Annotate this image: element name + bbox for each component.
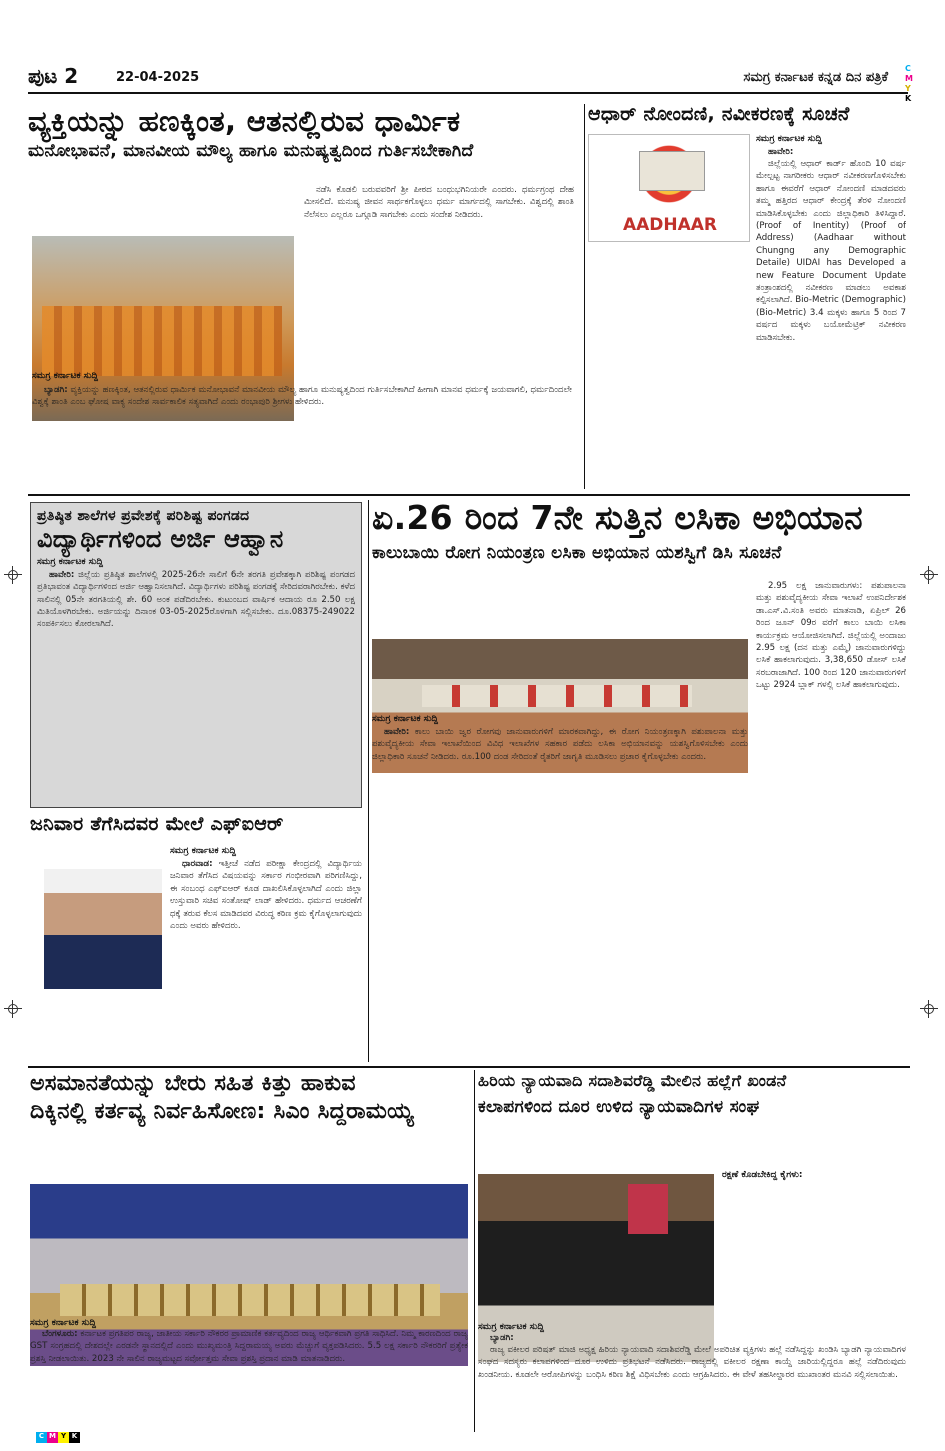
story5-body-right <box>756 580 906 1056</box>
cmyk-y: Y <box>905 84 911 93</box>
story1-byline: ಸಮಗ್ರ ಕರ್ನಾಟಕ ಸುದ್ದಿ <box>32 371 98 381</box>
story2-body-text: ಜಿಲ್ಲೆಯಲ್ಲಿ ಆಧಾರ್ ಕಾರ್ಡ್ ಹೊಂದಿ 10 ವರ್ಷ ಮೇಲ್ಪಟ್ಟ ನಾಗರೀಕರು ಆಧಾರ್ ನವೀಕರಣಗೊಳಿಸಬೇಕು ಹಾಗೂ ಈವರೆಗೆ ಆಧಾರ್ ನೋಂದಣಿ ಮಾಡದವರು ತಮ್ಮ ಹತ್ತಿರದ ಆಧಾರ್ ಕೇಂದ್ರಕ್ಕೆ ತೆರಳಿ ನೋಂದಣಿ ಮಾಡಿಸಿಕೊಳ್ಳಬೇಕು ಎಂದು ಜಿಲ್ಲಾಧಿಕಾರಿ ತಿಳಿಸಿದ್ದಾರೆ. (Proof of Inentity) (Proof of Address) (Aadhaar without Chungng any Demographic Detaile) UIDAI has Developed a new Feature Document Update ತಂತ್ರಾಂಶದಲ್ಲಿ ನವೀಕರಣ ಮಾಡಲು ಅವಕಾಶ ಕಲ್ಪಿಸಲಾಗಿದೆ. Bio-Metric (Demographic) (Bio-Metric) 3.4 ಮಕ್ಕಳು ಹಾಗೂ 5 ರಿಂದ 7 ವರ್ಷದ ಮಕ್ಕಳು ಬಯೋಮೆಟ್ರಿಕ್ ನವೀಕರಣ ಮಾಡಿಸಬೇಕು. <box>756 159 906 343</box>
story2-byline: ಸಮಗ್ರ ಕರ್ನಾಟಕ ಸುದ್ದಿ <box>756 134 822 144</box>
story4-body <box>30 858 362 1058</box>
story6-body <box>30 1328 468 1428</box>
story3-byline: ಸಮಗ್ರ ಕರ್ನಾಟಕ ಸುದ್ದಿ <box>37 556 103 567</box>
registration-mark-icon <box>920 566 938 584</box>
cmyk-m: M <box>47 1432 58 1443</box>
registration-mark-icon <box>4 1000 22 1018</box>
story1-body-right <box>304 184 574 380</box>
story7-headline1: ಹಿರಿಯ ನ್ಯಾಯವಾದಿ ಸದಾಶಿವರೆಡ್ಡಿ ಮೇಲಿನ ಹಲ್ಲೆಗೆ ಖಂಡನೆ <box>478 1071 787 1090</box>
cmyk-m: M <box>905 74 913 83</box>
story4-byline: ಸಮಗ್ರ ಕರ್ನಾಟಕ ಸುದ್ದಿ <box>170 846 236 856</box>
story6-body-text: ಕರ್ನಾಟಕ ಪ್ರಗತಿಪರ ರಾಜ್ಯ, ಜಾತೀಯ ಸರ್ಕಾರಿ ನೌಕರರ ಪ್ರಾಮಾಣಿಕ ಕರ್ತವ್ಯದಿಂದ ರಾಜ್ಯ ಆರ್ಥಿಕವಾಗಿ ಪ್ರಗತಿ ಸಾಧಿಸಿದೆ. ನಿಮ್ಮ ಕಾರಣದಿಂದ ರಾಜ್ಯ GST ಸಂಗ್ರಹದಲ್ಲಿ ದೇಶದಲ್ಲೇ ಎರಡನೇ ಸ್ಥಾನದಲ್ಲಿದೆ ಎಂದು ಮುಖ್ಯಮಂತ್ರಿ ಸಿದ್ದರಾಮಯ್ಯ ಅವರು ಮೆಚ್ಚುಗೆ ವ್ಯಕ್ತಪಡಿಸಿದರು. 5.5 ಲಕ್ಷ ಸರ್ಕಾರಿ ನೌಕರರಿಗೆ ಪ್ರತ್ಯೇಕ ಪ್ರಶಸ್ತಿ ನೀಡಲಾಯಿತು. 2023 ನೇ ಸಾಲಿನ ರಾಜ್ಯಮಟ್ಟದ ಸರ್ವೋತ್ತಮ ಸೇವಾ ಪ್ರಶಸ್ತಿ ಪ್ರದಾನ ಮಾಡಿ ಮಾತನಾಡಿದರು. <box>30 1329 468 1364</box>
page-header <box>28 62 908 94</box>
cmyk-k: K <box>69 1432 80 1443</box>
paper-name: ಸಮಗ್ರ ಕರ್ನಾಟಕ ಕನ್ನಡ ದಿನ ಪತ್ರಿಕೆ <box>743 70 888 85</box>
cmyk-k: K <box>905 94 912 103</box>
story-cm-inequality <box>30 1072 470 1428</box>
aadhaar-logo-text: AADHAAR <box>622 215 718 235</box>
story5-headline: ಏ.26 ರಿಂದ 7ನೇ ಸುತ್ತಿನ ಲಸಿಕಾ ಅಭಿಯಾನ <box>372 498 863 537</box>
story7-body <box>478 1344 906 1428</box>
story1-dateline: ಬ್ಯಾಡಗಿ: <box>44 385 68 395</box>
story3-headline-large: ವಿದ್ಯಾರ್ಥಿಗಳಿಂದ ಅರ್ಜಿ ಆಹ್ವಾನ <box>37 525 284 554</box>
story3-headline-small: ಪ್ರತಿಷ್ಠಿತ ಶಾಲೆಗಳ ಪ್ರವೇಶಕ್ಕೆ ಪರಿಶಿಷ್ಟ ಪಂಗಡದ <box>37 508 250 524</box>
story6-byline: ಸಮಗ್ರ ಕರ್ನಾಟಕ ಸುದ್ದಿ <box>30 1318 96 1328</box>
story7-inline-subhead: ರಕ್ಷಣೆ ಕೊಡಬೇಕಿದ್ದ ಕೈಗಳು: <box>722 1170 803 1180</box>
story1-headline: ವ್ಯಕ್ತಿಯನ್ನು ಹಣಕ್ಕಿಂತ, ಆತನಲ್ಲಿರುವ ಧಾರ್ಮಿಕ <box>28 104 461 138</box>
story4-body-text: ಇತ್ತೀಚೆ ನಡೆದ ಪರೀಕ್ಷಾ ಕೇಂದ್ರದಲ್ಲಿ ವಿದ್ಯಾರ್ಥಿಯ ಜನಿವಾರ ತೆಗೆಸಿದ ವಿಷಯವನ್ನು ಸರ್ಕಾರ ಗಂಭೀರವಾಗಿ ಪರಿಗಣಿಸಿದ್ದು, ಈ ಸಂಬಂಧ ಎಫ್‌ಐಆರ್ ಕೂಡ ದಾಖಲಿಸಿಕೊಳ್ಳಲಾಗಿದೆ ಎಂದು ಜಿಲ್ಲಾ ಉಸ್ತುವಾರಿ ಸಚಿವ ಸಂತೋಷ್ ಲಾಡ್ ಹೇಳಿದರು. ಧರ್ಮದ ಆಚರಣೆಗೆ ಧಕ್ಕೆ ತರುವ ಕೆಲಸ ಮಾಡಿದವರ ವಿರುದ್ಧ ಕಠಿಣ ಕ್ರಮ ಕೈಗೊಳ್ಳಲಾಗುವುದು ಎಂದು ಅವರು ಹೇಳಿದರು. <box>170 859 362 932</box>
column-divider <box>584 104 585 489</box>
story4-headline: ಜನಿವಾರ ತೆಗೆಸಿದವರ ಮೇಲೆ ಎಫ್‌ಐಆರ್ <box>30 813 284 835</box>
story6-headline1: ಅಸಮಾನತೆಯನ್ನು ಬೇರು ಸಹಿತ ಕಿತ್ತು ಹಾಕುವ <box>30 1071 356 1096</box>
cmyk-strip-top <box>905 64 913 104</box>
story1-body-left <box>32 384 572 484</box>
story-lawyers-protest <box>478 1072 910 1428</box>
story1-body-left-text: ವ್ಯಕ್ತಿಯನ್ನು ಹಣಕ್ಕಿಂತ, ಆತನಲ್ಲಿರುವ ಧಾರ್ಮಿಕ ಮನೋಭಾವನೆ ಮಾನವೀಯ ಮೌಲ್ಯ ಹಾಗೂ ಮನುಷ್ಯತ್ವದಿಂದ ಗುರ್ತಿಸಬೇಕಾಗಿದೆ ಹೀಗಾಗಿ ಮಾನವ ಧರ್ಮಕ್ಕೆ ಜಯವಾಗಲಿ, ಧರ್ಮದಿಂದಲೇ ವಿಶ್ವಕ್ಕೆ ಶಾಂತಿ ಎಂಬ ಘೋಷ ವಾಕ್ಯ ಸಂದೇಶ ಸಾರ್ವಕಾಲಿಕ ಸತ್ಯವಾಗಿದೆ ಎಂದು ರಂಭಾಪುರಿ ಶ್ರೀಗಳು ಹೇಳಿದರು. <box>32 385 572 408</box>
section-divider <box>28 1066 910 1068</box>
story6-dateline: ಬೆಂಗಳೂರು: <box>42 1329 78 1339</box>
story2-body <box>588 158 906 488</box>
column-divider <box>368 500 369 1062</box>
story6-headline2: ದಿಕ್ಕಿನಲ್ಲಿ ಕರ್ತವ್ಯ ನಿರ್ವಹಿಸೋಣ: ಸಿಎಂ ಸಿದ್ದರಾಮಯ್ಯ <box>30 1099 414 1125</box>
story3-body <box>37 569 355 789</box>
registration-mark-icon <box>4 566 22 584</box>
story5-dateline: ಹಾವೇರಿ: <box>384 727 410 737</box>
award-frames-row <box>60 1284 440 1316</box>
story2-headline: ಆಧಾರ್ ನೋಂದಣಿ, ನವೀಕರಣಕ್ಕೆ ಸೂಚನೆ <box>588 103 850 125</box>
story5-body-right-text: 2.95 ಲಕ್ಷ ಜಾನುವಾರುಗಳು: ಪಶುಪಾಲನಾ ಮತ್ತು ಪಶುವೈದ್ಯಕೀಯ ಸೇವಾ ಇಲಾಖೆ ಉಪನಿರ್ದೇಶಕ ಡಾ.ಎಸ್.ವಿ.ಸಂತಿ ಅವರು ಮಾತನಾಡಿ, ಏಪ್ರಿಲ್ 26 ರಿಂದ ಜೂನ್ 09ರ ವರೆಗೆ ಕಾಲು ಬಾಯಿ ಲಸಿಕಾ ಕಾರ್ಯಕ್ರಮ ಆಯೋಜಿಸಲಾಗಿದೆ. ಜಿಲ್ಲೆಯಲ್ಲಿ ಅಂದಾಜು 2.95 ಲಕ್ಷ (ದನ ಮತ್ತು ಎಮ್ಮೆ) ಜಾನುವಾರುಗಳಿದ್ದು ಲಸಿಕೆ ಹಾಕಲಾಗುವುದು. 3,38,650 ಡೋಸ್ ಲಸಿಕೆ ಸರಬರಾಜಾಗಿದೆ. 100 ರಿಂದ 120 ಜಾನುವಾರುಗಳಿಗೆ ಒಟ್ಟು 2924 ಬ್ಲಾಕ್ ಗಳಲ್ಲಿ ಲಸಿಕೆ ಹಾಕಲಾಗುವುದು. <box>756 581 906 691</box>
story-religious-values <box>28 106 580 484</box>
cmyk-c: C <box>36 1432 47 1443</box>
story7-byline: ಸಮಗ್ರ ಕರ್ನಾಟಕ ಸುದ್ದಿ <box>478 1322 544 1332</box>
story5-body-left-text: ಕಾಲು ಬಾಯಿ ಜ್ವರ ರೋಗವು ಜಾನುವಾರುಗಳಿಗೆ ಮಾರಕವಾಗಿದ್ದು, ಈ ರೋಗ ನಿಯಂತ್ರಣಕ್ಕಾಗಿ ಪಶುಪಾಲನಾ ಮತ್ತು ಪಶುವೈದ್ಯಕೀಯ ಸೇವಾ ಇಲಾಖೆಯಿಂದ ವಿವಿಧ ಇಲಾಖೆಗಳ ಸಹಕಾರ ಪಡೆದು ಲಸಿಕಾ ಅಭಿಯಾನವನ್ನು ಯಶಸ್ವಿಗೊಳಿಸಬೇಕು ಎಂದು ಜಿಲ್ಲಾಧಿಕಾರಿ ಸೂಚನೆ ನೀಡಿದರು. ರೂ.100 ದಂಡ ಸೇರಿದಂತೆ ರೈತರಿಗೆ ಜಾಗೃತಿ ಮೂಡಿಸಲು ಪ್ರಚಾರ ಕೈಗೊಳ್ಳಬೇಕು ಎಂದರು. <box>372 727 748 762</box>
story7-dateline: ಬ್ಯಾಡಗಿ: <box>490 1333 514 1343</box>
story5-subhead: ಕಾಲುಬಾಯಿ ರೋಗ ನಿಯಂತ್ರಣ ಲಸಿಕಾ ಅಭಿಯಾನ ಯಶಸ್ವಿಗೆ ಡಿಸಿ ಸೂಚನೆ <box>372 543 782 564</box>
story-fir <box>30 814 362 1062</box>
person-highlight <box>628 1184 668 1234</box>
posters-row <box>422 685 692 707</box>
story2-dateline: ಹಾವೇರಿ: <box>768 147 794 157</box>
story4-dateline: ಧಾರವಾಡ: <box>182 859 213 869</box>
story3-dateline: ಹಾವೇರಿ: <box>49 569 75 580</box>
story-vaccination <box>372 500 910 1062</box>
story5-byline: ಸಮಗ್ರ ಕರ್ನಾಟಕ ಸುದ್ದಿ <box>372 714 438 724</box>
cmyk-y: Y <box>58 1432 69 1443</box>
story-st-applications <box>30 502 362 808</box>
story3-body-text: ಜಿಲ್ಲೆಯ ಪ್ರತಿಷ್ಠಿತ ಶಾಲೆಗಳಲ್ಲಿ 2025-26ನೇ ಸಾಲಿಗೆ 6ನೇ ತರಗತಿ ಪ್ರವೇಶಕ್ಕಾಗಿ ಪರಿಶಿಷ್ಟ ಪಂಗಡದ ಪ್ರತಿಭಾವಂತ ವಿದ್ಯಾರ್ಥಿಗಳಿಂದ ಅರ್ಜಿ ಆಹ್ವಾನಿಸಲಾಗಿದೆ. ವಿದ್ಯಾರ್ಥಿಗಳು ಪರಿಶಿಷ್ಟ ಪಂಗಡಕ್ಕೆ ಸೇರಿದವರಾಗಿರಬೇಕು. ಕಳೆದ ಸಾಲಿನಲ್ಲಿ 05ನೇ ತರಗತಿಯಲ್ಲಿ ಶೇ. 60 ಅಂಕ ಪಡೆದಿರಬೇಕು. ಕುಟುಂಬದ ವಾರ್ಷಿಕ ಆದಾಯ ರೂ 2.50 ಲಕ್ಷ ಮಿತಿಯೊಳಗಿರಬೇಕು. ಅರ್ಜಿಯನ್ನು ದಿನಾಂಕ 03-05-2025ರೊಳಗಾಗಿ ಸಲ್ಲಿಸಬೇಕು. ದೂ.08375-249022 ಸಂಪರ್ಕಿಸಲು ಕೋರಲಾಗಿದೆ. <box>37 569 355 630</box>
section-divider <box>28 494 910 496</box>
page-number: ಪುಟ 2 <box>28 64 79 88</box>
page-date: 22-04-2025 <box>116 70 200 85</box>
registration-mark-icon <box>920 1000 938 1018</box>
story7-headline2: ಕಲಾಪಗಳಿಂದ ದೂರ ಉಳಿದ ನ್ಯಾಯವಾದಿಗಳ ಸಂಘ <box>478 1096 760 1117</box>
story7-body-text: ರಾಜ್ಯ ವಕೀಲರ ಪರಿಷತ್ ಮಾಜಿ ಅಧ್ಯಕ್ಷ ಹಿರಿಯ ನ್ಯಾಯವಾದಿ ಸದಾಶಿವರೆಡ್ಡಿ ಮೇಲೆ ಅಪರಿಚಿತ ವ್ಯಕ್ತಿಗಳು ಹಲ್ಲೆ ನಡೆಸಿದ್ದನ್ನು ಖಂಡಿಸಿ ಬ್ಯಾಡಗಿ ನ್ಯಾಯವಾದಿಗಳ ಸಂಘದ ಸದಸ್ಯರು ಕಲಾಪಗಳಿಂದ ದೂರ ಉಳಿದು ಪ್ರತಿಭಟನೆ ನಡೆಸಿದರು. ರಾಜ್ಯದಲ್ಲಿ ವಕೀಲರ ರಕ್ಷಣಾ ಕಾಯ್ದೆ ಜಾರಿಯಲ್ಲಿದ್ದರೂ ಹಲ್ಲೆ ನಡೆದಿರುವುದು ಖಂಡನೀಯ. ಕೂಡಲೇ ಆರೋಪಿಗಳನ್ನು ಬಂಧಿಸಿ ಕಠಿಣ ಶಿಕ್ಷೆ ವಿಧಿಸಬೇಕು ಎಂದು ಆಗ್ರಹಿಸಿದರು. ಈ ವೇಳೆ ತಹಸೀಲ್ದಾರರ ಮುಖಾಂತರ ಮನವಿ ಸಲ್ಲಿಸಲಾಯಿತು. <box>478 1345 906 1380</box>
cmyk-strip-bottom <box>36 1432 80 1443</box>
story5-body-left <box>372 726 748 1056</box>
cmyk-c: C <box>905 64 911 73</box>
column-divider <box>474 1070 475 1432</box>
story1-subhead: ಮನೋಭಾವನೆ, ಮಾನವೀಯ ಮೌಲ್ಯ ಹಾಗೂ ಮನುಷ್ಯತ್ವದಿಂದ ಗುರ್ತಿಸಬೇಕಾಗಿದೆ <box>28 140 474 161</box>
story1-body-right-text: ನಡೆಸಿ ಕೊಡಲಿ ಬರುವವರಿಗೆ ಶ್ರೀ ಪೀಠದ ಬಂಧುಭಗಿನಿಯರೇ ಎಂದರು. ಧರ್ಮಗ್ರಂಥ ದೇಹ ಮೀಸಲಿದೆ. ಮನುಷ್ಯ ಜೀವನ ಸಾರ್ಥಕಗೊಳ್ಳಲು ಧರ್ಮ ಮಾರ್ಗದಲ್ಲಿ ಸಾಗಬೇಕು. ವಿಶ್ವದಲ್ಲಿ ಶಾಂತಿ ನೆಲೆಸಲು ಎಲ್ಲರೂ ಒಗ್ಗೂಡಿ ಸಾಗಬೇಕು ಎಂದು ಸಂದೇಶ ನೀಡಿದರು. <box>304 185 574 220</box>
story-aadhaar <box>588 104 910 488</box>
